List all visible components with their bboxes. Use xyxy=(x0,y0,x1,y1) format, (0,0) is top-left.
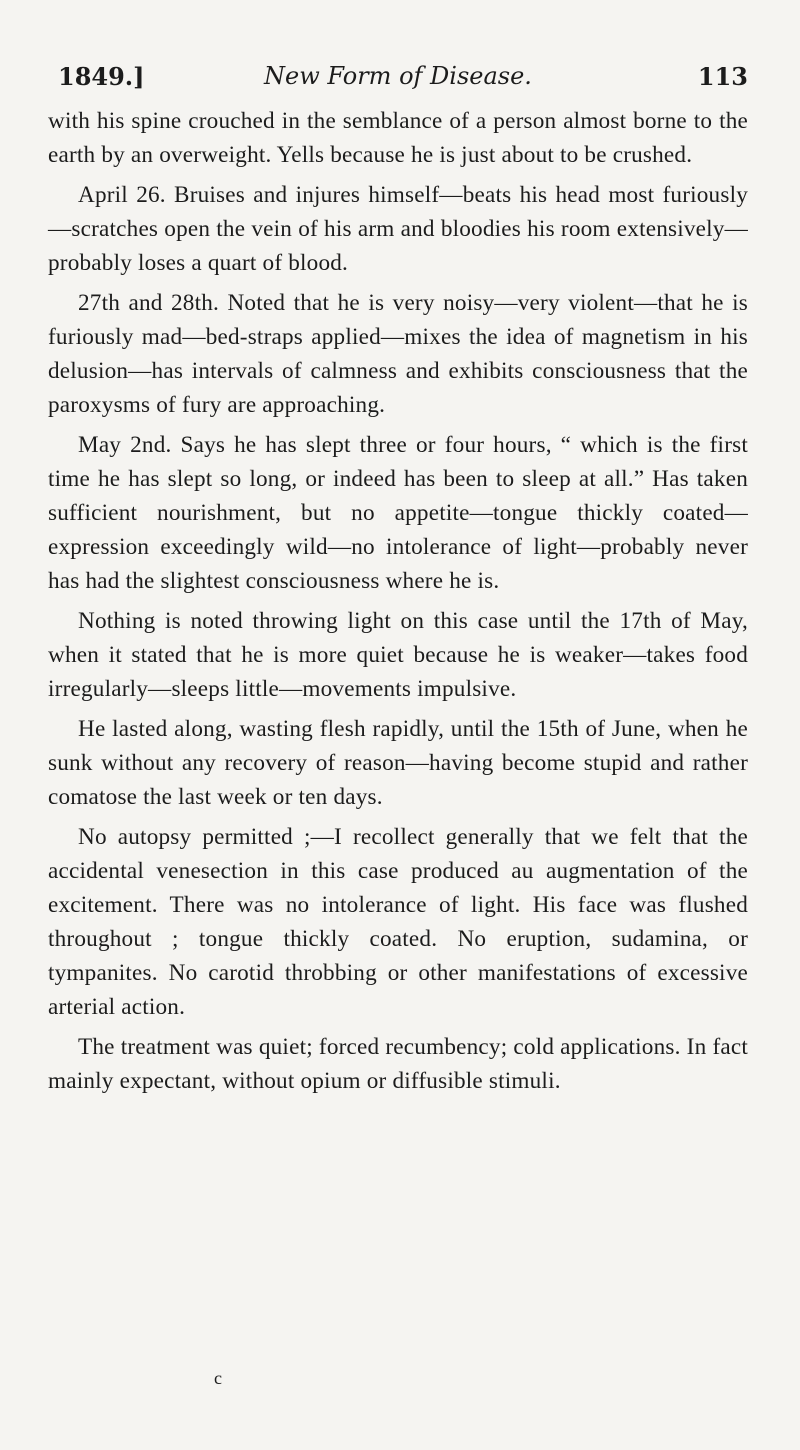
paragraph: Nothing is noted throwing light on this case until the 17th of May, when it stated that he is more quiet because he is weaker—takes food irregularly—sleeps little—movements impulsive. xyxy=(48,608,748,702)
running-head-year: 1849.] xyxy=(58,62,145,91)
running-head-title: New Form of Disease. xyxy=(264,62,532,90)
paragraph: The treatment was quiet; forced recumbency; cold applications. In fact mainly expectant, without opium or diffusible stimuli. xyxy=(48,1034,748,1094)
paragraph: April 26. Bruises and injures himself—beats his head most furiously—scratches open the vein of his arm and bloodies his room extensively—probably loses a quart of blood. xyxy=(48,182,748,276)
paragraph: with his spine crouched in the semblance of a person almost borne to the earth by an overweight. Yells because he is just about to be crushed. xyxy=(48,108,748,168)
paragraph: May 2nd. Says he has slept three or four hours, “ which is the first time he has slept so long, or indeed has been to sleep at all.” Has taken sufficient nourishment, but no appetite—tongue thickly coated—expression exceedingly wild—no intolerance of light—probably never has had the slightest consciousness where he is. xyxy=(48,432,748,594)
paragraph: He lasted along, wasting flesh rapidly, until the 15th of June, when he sunk without any recovery of reason—having become stupid and rather comatose the last week or ten days. xyxy=(48,716,748,810)
body-text xyxy=(48,104,748,1098)
running-head xyxy=(48,58,748,92)
paragraph: No autopsy permitted ;—I recollect generally that we felt that the accidental venesection in this case produced au augmentation of the excitement. There was no intolerance of light. His face was flushed throughout ; tongue thickly coated. No eruption, sudamina, or tympanites. No carotid throbbing or other manifestations of excessive arterial action. xyxy=(48,824,748,1020)
signature-mark: c xyxy=(214,1368,222,1388)
paragraph: 27th and 28th. Noted that he is very noisy—very violent—that he is furiously mad—bed-straps applied—mixes the idea of magnetism in his delusion—has intervals of calmness and exhibits consciousness that the paroxysms of fury are approaching. xyxy=(48,290,748,418)
page-number: 113 xyxy=(697,62,748,91)
